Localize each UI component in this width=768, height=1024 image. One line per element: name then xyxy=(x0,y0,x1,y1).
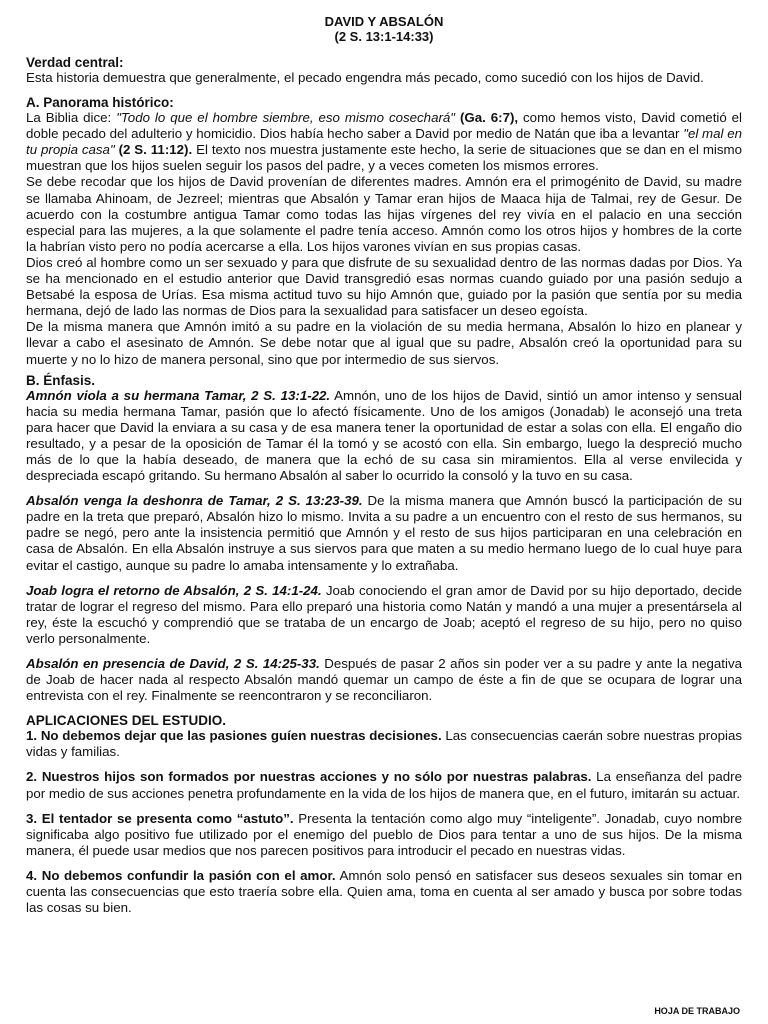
aplicacion-item-1: 1. No debemos dejar que las pasiones guíen nuestras decisiones. Las consecuencias caerán sobre nuestras propias vidas y familias. xyxy=(26,728,742,760)
enfasis-item-1: Amnón viola a su hermana Tamar, 2 S. 13:1-22. Amnón, uno de los hijos de David, sintió un amor intenso y sensual hacia su media hermana Tamar, pasión que lo afectó físicamente. Uno de los amigos (Jonadab) le aconsejó una treta para hacer que David la enviara a su casa y de esa manera tener la oportunidad de estar a solas con ella. El engaño dio resultado, y a pesar de la oposición de Tamar él la tomó y se acostó con ella. Sin embargo, luego la despreció mucho más de lo que la había deseado, de manera que la echó de su casa sin miramientos. Ella al verse envilecida y despreciada escapó gritando. Su hermano Absalón al saber lo ocurrido la consoló y la tuvo en su casa. xyxy=(26,387,742,484)
footer-label: HOJA DE TRABAJO xyxy=(654,1006,740,1016)
panorama-paragraph-1: La Biblia dice: "Todo lo que el hombre siembre, eso mismo cosechará" (Ga. 6:7), como hemos visto, David cometió el doble pecado del adulterio y homicidio. Dios había hecho saber a David por medio de Natán que iba a levantar "el mal en tu propia casa" (2 S. 11:12). El texto nos muestra justamente este hecho, la serie de situaciones que se dan en el mismo muestran que los hijos suelen seguir los pasos del padre, y a veces cometen los mismos errores. xyxy=(26,110,743,174)
aplicaciones-heading: APLICACIONES DEL ESTUDIO. xyxy=(26,713,227,729)
panorama-paragraph-3: Dios creó al hombre como un ser sexuado y para que disfrute de su sexualidad dentro de las normas dadas por Dios. Ya se ha mencionado en el estudio anterior que David transgredió esas normas cuando guiado por una pasión sedujo a Betsabé la esposa de Urías. Esa misma actitud tuvo su hijo Amnón que, guiado por la pasión que sentía por su media hermana, dejó de lado las normas de Dios para la sexualidad para satisfacer un deseo egoísta. xyxy=(26,254,742,319)
enfasis-item-4: Absalón en presencia de David, 2 S. 14:25-33. Después de pasar 2 años sin poder ver a su padre y ante la negativa de Joab de hacer nada al respecto Absalón mandó quemar un campo de éste a fin de que se ocupara de lograr una entrevista con el rey. Finalmente se reencontraron y se reconciliaron. xyxy=(26,656,742,704)
aplicacion-item-2: 2. Nuestros hijos son formados por nuestras acciones y no sólo por nuestras palabras. La enseñanza del padre por medio de sus acciones penetra profundamente en la vida de los hijos de manera que, en el futuro, imitarán su actuar. xyxy=(26,769,742,801)
title-line-1: DAVID Y ABSALÓN xyxy=(324,14,444,29)
enfasis-heading: B. Énfasis. xyxy=(26,372,96,388)
document-title xyxy=(26,14,742,44)
enfasis-item-2: Absalón venga la deshonra de Tamar, 2 S. 13:23-39. De la misma manera que Amnón buscó la participación de su padre en la treta que preparó, Absalón hizo lo mismo. Invita a su padre a un encuentro con el resto de sus hermanos, su padre se negó, pero ante la insistencia permitió que Amnón y el resto de sus hijos participaran en una celebración en casa de Absalón. En ella Absalón instruye a sus siervos para que maten a su medio hermano luego de lo cual huye para evitar el castigo, aunque su padre lo amaba intensamente y lo extrañaba. xyxy=(26,493,742,573)
verdad-central-text: Esta historia demuestra que generalmente, el pecado engendra más pecado, como sucedió con los hijos de David. xyxy=(26,70,704,85)
panorama-paragraph-4: De la misma manera que Amnón imitó a su padre en la violación de su media hermana, Absalón lo hizo en planear y llevar a cabo el asesinato de Amnón. Se debe notar que al igual que su padre, Absalón creó la oportunidad para su muerte y no lo hizo de manera personal, sino que por intermedio de sus siervos. xyxy=(26,319,742,367)
panorama-heading: A. Panorama histórico: xyxy=(26,95,174,111)
title-line-2: (2 S. 13:1-14:33) xyxy=(334,29,434,44)
panorama-paragraph-2: Se debe recodar que los hijos de David provenían de diferentes madres. Amnón era el primogénito de David, su madre se llamaba Ahinoam, de Jezreel; mientras que Absalón y Tamar eran hijos de Maaca hija de Talmai, rey de Gesur. De acuerdo con la costumbre antigua Tamar como todas las hijas vírgenes del rey vivía en el palacio en una sección especial para las mujeres, a la que solamente el padre tenía acceso. Amnón como los otros hijos y hombres de la corte la habrían visto pero no podía acercarse a ella. Los hijos varones vivían en sus propias casas. xyxy=(26,174,742,254)
verdad-central-heading: Verdad central: xyxy=(26,55,124,70)
aplicacion-item-3: 3. El tentador se presenta como “astuto”. Presenta la tentación como algo muy “inteligente”. Jonadab, cuyo nombre significaba algo positivo fue utilizado por el enemigo del pueblo de Dios para tentar a uno de sus hijos. De la misma manera, él puede usar medios que nos parecen positivos para introducir el pecado en nuestras vidas. xyxy=(26,810,742,858)
aplicacion-item-4: 4. No debemos confundir la pasión con el amor. Amnón solo pensó en satisfacer sus deseos sexuales sin tomar en cuenta las consecuencias que esto traería sobre ella. Quien ama, toma en cuenta al ser amado y busca por sobre todas las cosas su bien. xyxy=(26,867,742,916)
enfasis-item-3: Joab logra el retorno de Absalón, 2 S. 14:1-24. Joab conociendo el gran amor de David por su hijo deportado, decide tratar de lograr el regreso del mismo. Para ello preparó una historia como Natán y mandó a una mujer a presentársela al rey, éste la escuchó y comprendió que se trataba de un encargo de Joab; aceptó el regreso de su hijo, pero no quiso verlo personalmente. xyxy=(26,582,743,646)
